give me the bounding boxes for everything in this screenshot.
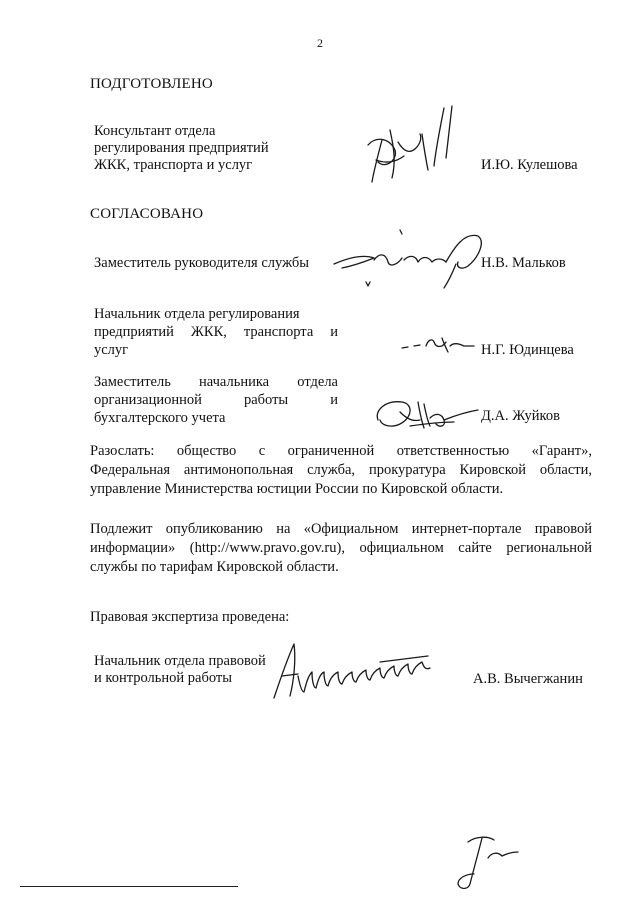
legal-review-heading: Правовая экспертиза проведена: bbox=[90, 609, 290, 625]
legal-review-title-line: и контрольной работы bbox=[94, 670, 232, 686]
prepared-heading: ПОДГОТОВЛЕНО bbox=[90, 76, 213, 92]
agreed-entry-title-line: бухгалтерского учета bbox=[94, 410, 226, 426]
agreed-entry-name: Н.Г. Юдинцева bbox=[481, 342, 574, 358]
page-number: 2 bbox=[317, 36, 323, 50]
prepared-title-line: регулирования предприятий bbox=[94, 140, 269, 156]
distribution-line: Федеральная антимонопольная служба, прокуратура Кировской области, bbox=[90, 462, 592, 478]
agreed-entry-title-line: Заместитель начальника отдела bbox=[94, 374, 338, 390]
signature-vychegzhanin bbox=[268, 636, 443, 711]
agreed-entry-name: Н.В. Мальков bbox=[481, 255, 566, 271]
distribution-line: Разослать: общество с ограниченной ответственностью «Гарант», bbox=[90, 443, 592, 459]
prepared-title-line: ЖКК, транспорта и услуг bbox=[94, 157, 253, 173]
agreed-entry-title bbox=[94, 305, 338, 359]
distribution-line: управление Министерства юстиции России по Кировской области. bbox=[90, 481, 504, 497]
distribution-text bbox=[90, 442, 592, 499]
agreed-heading: СОГЛАСОВАНО bbox=[90, 206, 204, 222]
agreed-entry-title: Заместитель руководителя службы bbox=[94, 255, 310, 271]
agreed-entry-title-line: предприятий ЖКК, транспорта и bbox=[94, 324, 338, 340]
agreed-entry-title bbox=[94, 373, 338, 427]
signature-yudintseva bbox=[398, 328, 483, 363]
signature-malkov bbox=[328, 218, 488, 293]
publication-text bbox=[90, 520, 592, 577]
agreed-entry-title-line: организационной работы и bbox=[94, 392, 338, 408]
publication-line: информации» (http://www.pravo.gov.ru), официальном сайте региональной bbox=[90, 540, 592, 556]
agreed-entry-name: Д.А. Жуйков bbox=[481, 408, 560, 424]
legal-review-title-line: Начальник отдела правовой bbox=[94, 653, 266, 669]
prepared-name: И.Ю. Кулешова bbox=[481, 157, 578, 173]
legal-review-title bbox=[94, 653, 266, 687]
prepared-title-line: Консультант отдела bbox=[94, 123, 216, 139]
agreed-entry-title-line: Начальник отдела регулирования bbox=[94, 306, 300, 322]
initials-signature bbox=[448, 828, 528, 898]
signature-kuleshova bbox=[360, 100, 460, 190]
legal-review-name: А.В. Вычегжанин bbox=[473, 671, 583, 687]
agreed-entry-title-line: услуг bbox=[94, 342, 129, 358]
publication-line: службы по тарифам Кировской области. bbox=[90, 559, 339, 575]
publication-line: Подлежит опубликованию на «Официальном интернет-портале правовой bbox=[90, 521, 592, 537]
footnote-separator bbox=[20, 886, 238, 887]
signature-zhuikov bbox=[370, 392, 485, 437]
prepared-title bbox=[94, 123, 269, 174]
